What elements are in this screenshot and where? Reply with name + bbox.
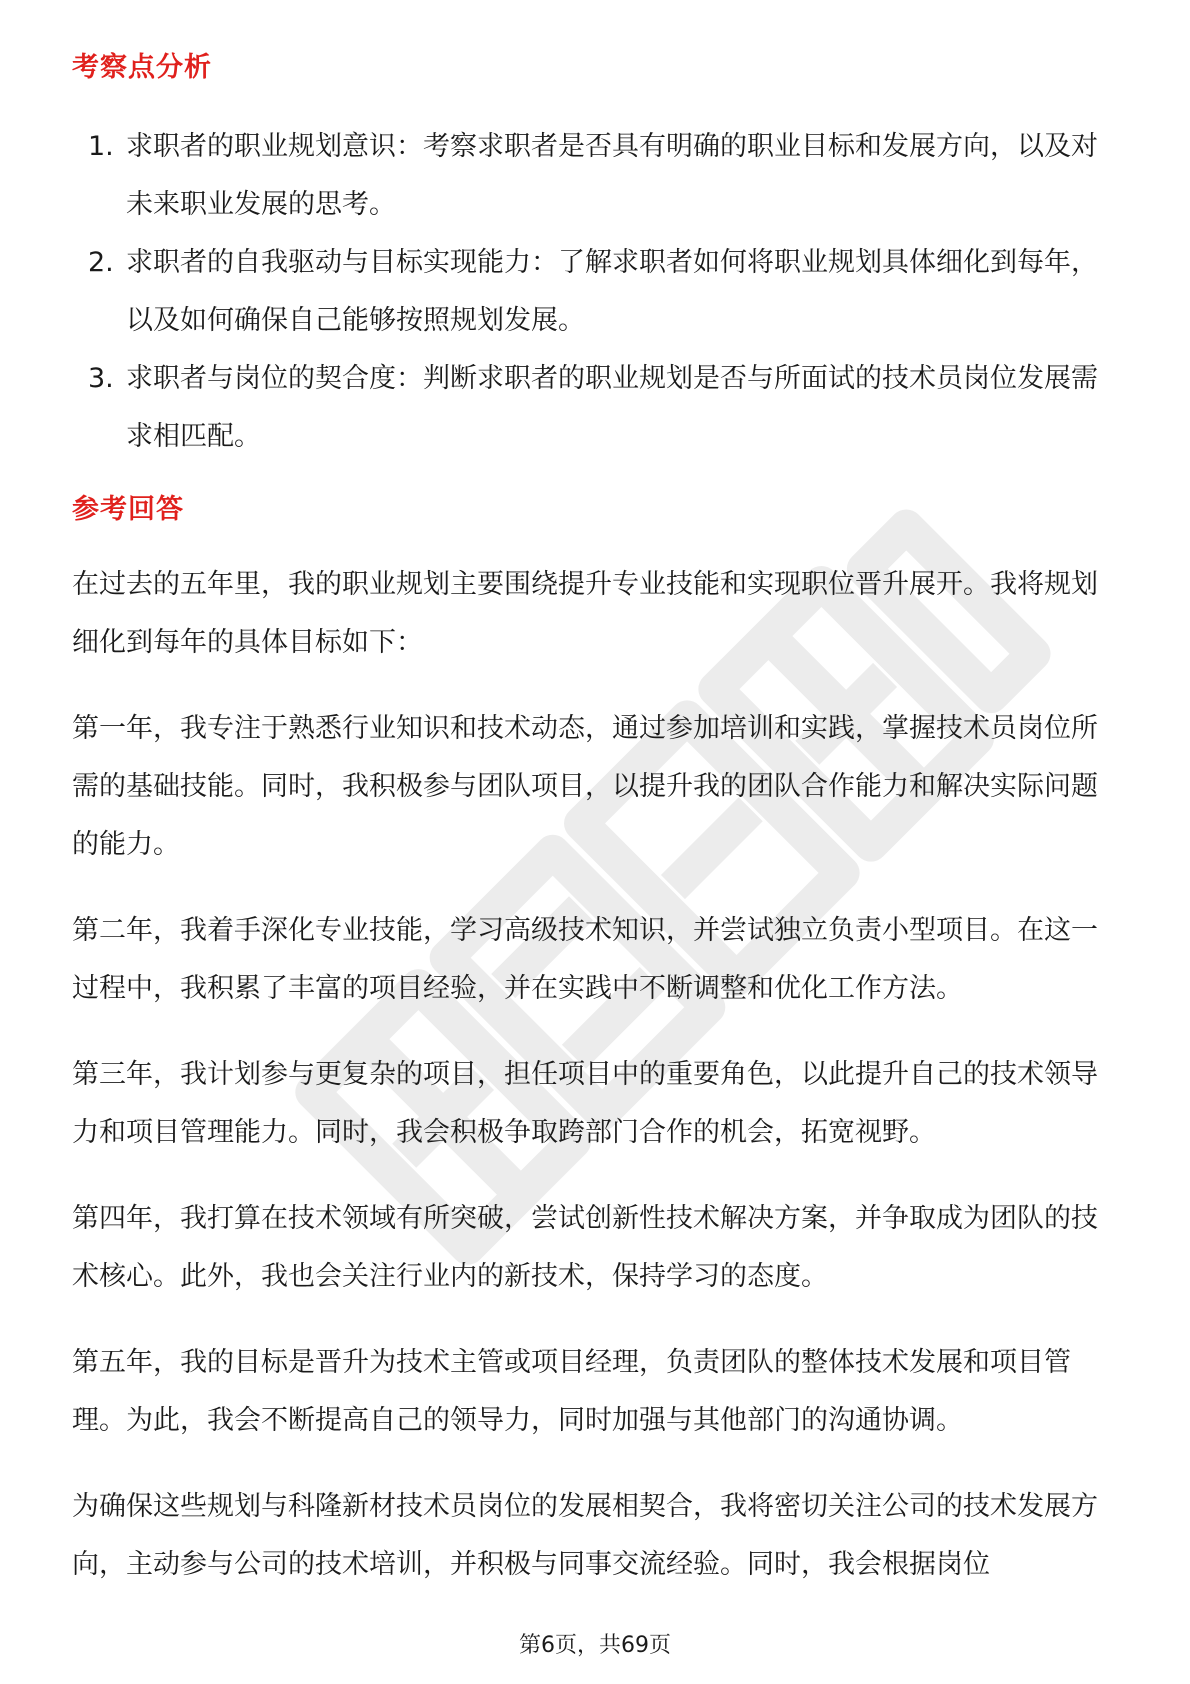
answer-heading: 参考回答	[72, 494, 184, 525]
list-item	[72, 350, 1122, 466]
answer-paragraph-year-2: 第二年，我着手深化专业技能，学习高级技术知识，并尝试独立负责小型项目。在这一过程中，我积累了丰富的项目经验，并在实践中不断调整和优化工作方法。	[72, 915, 1098, 1004]
list-item-number: 2.	[88, 247, 114, 278]
list-item-number: 3.	[88, 363, 114, 394]
answer-paragraph-intro: 在过去的五年里，我的职业规划主要围绕提升专业技能和实现职位晋升展开。我将规划细化到每年的具体目标如下：	[72, 569, 1098, 658]
answer-paragraph-year-1: 第一年，我专注于熟悉行业知识和技术动态，通过参加培训和实践，掌握技术员岗位所需的基础技能。同时，我积极参与团队项目，以提升我的团队合作能力和解决实际问题的能力。	[72, 713, 1098, 860]
document-page	[72, 48, 1122, 1594]
analysis-list	[72, 118, 1122, 466]
analysis-heading: 考察点分析	[72, 52, 212, 83]
page-number: 第6页，共69页	[519, 1633, 671, 1658]
answer-paragraph-year-3: 第三年，我计划参与更复杂的项目，担任项目中的重要角色，以此提升自己的技术领导力和项目管理能力。同时，我会积极争取跨部门合作的机会，拓宽视野。	[72, 1059, 1098, 1148]
answer-paragraph-year-5: 第五年，我的目标是晋升为技术主管或项目经理，负责团队的整体技术发展和项目管理。为此，我会不断提高自己的领导力，同时加强与其他部门的沟通协调。	[72, 1347, 1071, 1436]
list-item	[72, 118, 1122, 234]
list-item	[72, 234, 1122, 350]
list-item-text: 求职者的职业规划意识：考察求职者是否具有明确的职业目标和发展方向，以及对未来职业发展的思考。	[126, 131, 1098, 220]
answer-paragraph-year-4: 第四年，我打算在技术领域有所突破，尝试创新性技术解决方案，并争取成为团队的技术核心。此外，我也会关注行业内的新技术，保持学习的态度。	[72, 1203, 1098, 1292]
list-item-text: 求职者与岗位的契合度：判断求职者的职业规划是否与所面试的技术员岗位发展需求相匹配。	[126, 363, 1098, 452]
list-item-number: 1.	[88, 131, 114, 162]
answer-paragraph-alignment: 为确保这些规划与科隆新材技术员岗位的发展相契合，我将密切关注公司的技术发展方向，主动参与公司的技术培训，并积极与同事交流经验。同时，我会根据岗位	[72, 1491, 1098, 1580]
list-item-text: 求职者的自我驱动与目标实现能力：了解求职者如何将职业规划具体细化到每年，以及如何确保自己能够按照规划发展。	[126, 247, 1098, 336]
